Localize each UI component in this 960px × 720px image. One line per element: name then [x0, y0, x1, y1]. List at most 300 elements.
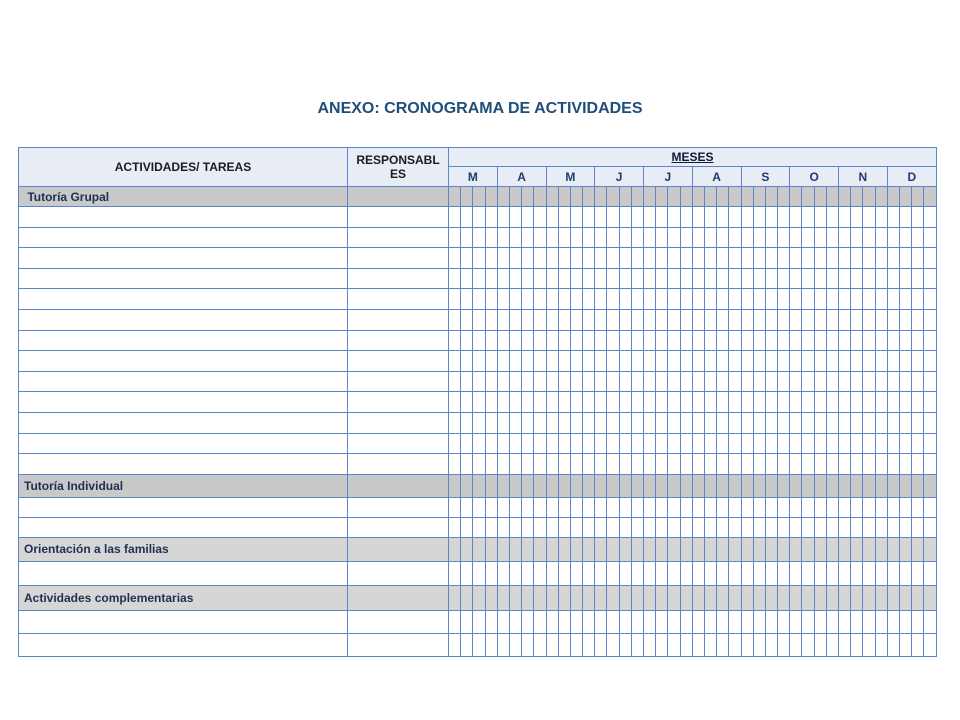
week-cell[interactable] [583, 187, 595, 207]
week-cell[interactable] [704, 610, 716, 633]
week-cell[interactable] [741, 517, 753, 537]
week-cell[interactable] [473, 633, 485, 656]
activity-cell[interactable] [19, 454, 348, 475]
week-cell[interactable] [692, 392, 704, 413]
week-cell[interactable] [607, 268, 619, 289]
week-cell[interactable] [692, 289, 704, 310]
week-cell[interactable] [546, 227, 558, 248]
week-cell[interactable] [839, 289, 851, 310]
week-cell[interactable] [485, 207, 497, 228]
week-cell[interactable] [790, 454, 802, 475]
week-cell[interactable] [546, 412, 558, 433]
activity-cell[interactable] [19, 392, 348, 413]
week-cell[interactable] [717, 474, 729, 497]
week-cell[interactable] [802, 517, 814, 537]
responsible-cell[interactable] [348, 433, 449, 454]
week-cell[interactable] [851, 371, 863, 392]
activity-cell[interactable] [19, 561, 348, 585]
week-cell[interactable] [534, 497, 546, 517]
week-cell[interactable] [802, 633, 814, 656]
week-cell[interactable] [826, 187, 838, 207]
week-cell[interactable] [461, 248, 473, 269]
week-cell[interactable] [522, 289, 534, 310]
week-cell[interactable] [717, 517, 729, 537]
week-cell[interactable] [899, 330, 911, 351]
week-cell[interactable] [680, 309, 692, 330]
week-cell[interactable] [899, 207, 911, 228]
week-cell[interactable] [522, 248, 534, 269]
week-cell[interactable] [802, 585, 814, 610]
week-cell[interactable] [570, 433, 582, 454]
week-cell[interactable] [887, 248, 899, 269]
week-cell[interactable] [558, 330, 570, 351]
week-cell[interactable] [631, 454, 643, 475]
week-cell[interactable] [509, 585, 521, 610]
week-cell[interactable] [753, 371, 765, 392]
week-cell[interactable] [509, 412, 521, 433]
week-cell[interactable] [570, 585, 582, 610]
week-cell[interactable] [778, 351, 790, 372]
week-cell[interactable] [899, 474, 911, 497]
responsible-cell[interactable] [348, 207, 449, 228]
week-cell[interactable] [692, 433, 704, 454]
week-cell[interactable] [570, 248, 582, 269]
week-cell[interactable] [863, 289, 875, 310]
week-cell[interactable] [765, 207, 777, 228]
week-cell[interactable] [485, 268, 497, 289]
week-cell[interactable] [570, 537, 582, 561]
week-cell[interactable] [656, 309, 668, 330]
week-cell[interactable] [790, 610, 802, 633]
week-cell[interactable] [534, 248, 546, 269]
week-cell[interactable] [509, 474, 521, 497]
week-cell[interactable] [644, 610, 656, 633]
week-cell[interactable] [680, 207, 692, 228]
week-cell[interactable] [631, 248, 643, 269]
responsible-cell[interactable] [348, 633, 449, 656]
week-cell[interactable] [899, 309, 911, 330]
week-cell[interactable] [802, 351, 814, 372]
week-cell[interactable] [814, 309, 826, 330]
week-cell[interactable] [546, 537, 558, 561]
week-cell[interactable] [449, 392, 461, 413]
week-cell[interactable] [887, 371, 899, 392]
week-cell[interactable] [509, 371, 521, 392]
week-cell[interactable] [887, 537, 899, 561]
week-cell[interactable] [753, 351, 765, 372]
week-cell[interactable] [899, 497, 911, 517]
week-cell[interactable] [887, 330, 899, 351]
week-cell[interactable] [753, 309, 765, 330]
week-cell[interactable] [497, 187, 509, 207]
week-cell[interactable] [924, 412, 937, 433]
week-cell[interactable] [899, 610, 911, 633]
week-cell[interactable] [826, 371, 838, 392]
week-cell[interactable] [839, 433, 851, 454]
week-cell[interactable] [790, 433, 802, 454]
week-cell[interactable] [668, 537, 680, 561]
activity-cell[interactable] [19, 433, 348, 454]
week-cell[interactable] [509, 433, 521, 454]
week-cell[interactable] [778, 392, 790, 413]
week-cell[interactable] [851, 392, 863, 413]
week-cell[interactable] [765, 497, 777, 517]
week-cell[interactable] [912, 268, 924, 289]
week-cell[interactable] [778, 474, 790, 497]
responsible-cell[interactable] [348, 474, 449, 497]
week-cell[interactable] [839, 371, 851, 392]
week-cell[interactable] [509, 309, 521, 330]
week-cell[interactable] [644, 207, 656, 228]
week-cell[interactable] [826, 433, 838, 454]
week-cell[interactable] [924, 392, 937, 413]
week-cell[interactable] [473, 330, 485, 351]
week-cell[interactable] [473, 309, 485, 330]
week-cell[interactable] [839, 517, 851, 537]
week-cell[interactable] [558, 585, 570, 610]
week-cell[interactable] [692, 330, 704, 351]
week-cell[interactable] [802, 561, 814, 585]
week-cell[interactable] [473, 454, 485, 475]
week-cell[interactable] [461, 309, 473, 330]
week-cell[interactable] [631, 268, 643, 289]
week-cell[interactable] [778, 371, 790, 392]
week-cell[interactable] [449, 248, 461, 269]
week-cell[interactable] [704, 474, 716, 497]
week-cell[interactable] [826, 454, 838, 475]
week-cell[interactable] [607, 433, 619, 454]
week-cell[interactable] [534, 517, 546, 537]
week-cell[interactable] [631, 585, 643, 610]
week-cell[interactable] [595, 517, 607, 537]
week-cell[interactable] [558, 207, 570, 228]
week-cell[interactable] [449, 371, 461, 392]
week-cell[interactable] [826, 351, 838, 372]
week-cell[interactable] [875, 537, 887, 561]
week-cell[interactable] [485, 610, 497, 633]
week-cell[interactable] [644, 433, 656, 454]
week-cell[interactable] [765, 633, 777, 656]
week-cell[interactable] [473, 497, 485, 517]
week-cell[interactable] [570, 392, 582, 413]
week-cell[interactable] [583, 517, 595, 537]
week-cell[interactable] [887, 309, 899, 330]
week-cell[interactable] [546, 561, 558, 585]
week-cell[interactable] [485, 474, 497, 497]
week-cell[interactable] [717, 392, 729, 413]
week-cell[interactable] [631, 289, 643, 310]
week-cell[interactable] [680, 497, 692, 517]
week-cell[interactable] [509, 227, 521, 248]
week-cell[interactable] [485, 585, 497, 610]
week-cell[interactable] [912, 351, 924, 372]
week-cell[interactable] [558, 289, 570, 310]
week-cell[interactable] [790, 412, 802, 433]
week-cell[interactable] [546, 585, 558, 610]
week-cell[interactable] [583, 497, 595, 517]
week-cell[interactable] [656, 585, 668, 610]
week-cell[interactable] [595, 248, 607, 269]
week-cell[interactable] [595, 585, 607, 610]
week-cell[interactable] [729, 330, 741, 351]
week-cell[interactable] [619, 371, 631, 392]
week-cell[interactable] [656, 454, 668, 475]
week-cell[interactable] [753, 517, 765, 537]
week-cell[interactable] [509, 392, 521, 413]
week-cell[interactable] [631, 227, 643, 248]
week-cell[interactable] [826, 392, 838, 413]
week-cell[interactable] [851, 517, 863, 537]
week-cell[interactable] [595, 454, 607, 475]
week-cell[interactable] [607, 517, 619, 537]
week-cell[interactable] [765, 517, 777, 537]
week-cell[interactable] [839, 187, 851, 207]
week-cell[interactable] [485, 497, 497, 517]
week-cell[interactable] [765, 474, 777, 497]
week-cell[interactable] [631, 433, 643, 454]
week-cell[interactable] [473, 537, 485, 561]
week-cell[interactable] [668, 330, 680, 351]
week-cell[interactable] [887, 474, 899, 497]
week-cell[interactable] [741, 433, 753, 454]
week-cell[interactable] [826, 633, 838, 656]
week-cell[interactable] [449, 227, 461, 248]
week-cell[interactable] [887, 610, 899, 633]
week-cell[interactable] [826, 289, 838, 310]
week-cell[interactable] [778, 454, 790, 475]
week-cell[interactable] [619, 561, 631, 585]
week-cell[interactable] [765, 537, 777, 561]
week-cell[interactable] [692, 561, 704, 585]
week-cell[interactable] [534, 289, 546, 310]
week-cell[interactable] [461, 517, 473, 537]
week-cell[interactable] [680, 187, 692, 207]
week-cell[interactable] [704, 633, 716, 656]
week-cell[interactable] [631, 351, 643, 372]
week-cell[interactable] [656, 330, 668, 351]
week-cell[interactable] [778, 330, 790, 351]
week-cell[interactable] [899, 585, 911, 610]
week-cell[interactable] [790, 227, 802, 248]
week-cell[interactable] [851, 412, 863, 433]
week-cell[interactable] [558, 351, 570, 372]
week-cell[interactable] [461, 371, 473, 392]
week-cell[interactable] [668, 309, 680, 330]
week-cell[interactable] [851, 537, 863, 561]
week-cell[interactable] [534, 433, 546, 454]
week-cell[interactable] [924, 227, 937, 248]
week-cell[interactable] [753, 289, 765, 310]
week-cell[interactable] [863, 309, 875, 330]
week-cell[interactable] [668, 474, 680, 497]
week-cell[interactable] [570, 497, 582, 517]
week-cell[interactable] [583, 392, 595, 413]
week-cell[interactable] [899, 412, 911, 433]
week-cell[interactable] [924, 633, 937, 656]
week-cell[interactable] [802, 268, 814, 289]
week-cell[interactable] [534, 207, 546, 228]
week-cell[interactable] [692, 537, 704, 561]
week-cell[interactable] [570, 610, 582, 633]
week-cell[interactable] [912, 610, 924, 633]
week-cell[interactable] [875, 289, 887, 310]
week-cell[interactable] [729, 309, 741, 330]
week-cell[interactable] [717, 289, 729, 310]
week-cell[interactable] [619, 497, 631, 517]
week-cell[interactable] [449, 454, 461, 475]
week-cell[interactable] [729, 517, 741, 537]
week-cell[interactable] [802, 187, 814, 207]
week-cell[interactable] [607, 371, 619, 392]
week-cell[interactable] [826, 227, 838, 248]
week-cell[interactable] [765, 585, 777, 610]
week-cell[interactable] [558, 309, 570, 330]
week-cell[interactable] [680, 268, 692, 289]
week-cell[interactable] [875, 309, 887, 330]
week-cell[interactable] [814, 454, 826, 475]
week-cell[interactable] [826, 497, 838, 517]
week-cell[interactable] [717, 248, 729, 269]
week-cell[interactable] [851, 454, 863, 475]
week-cell[interactable] [546, 497, 558, 517]
week-cell[interactable] [875, 248, 887, 269]
week-cell[interactable] [826, 207, 838, 228]
week-cell[interactable] [534, 474, 546, 497]
week-cell[interactable] [802, 497, 814, 517]
week-cell[interactable] [704, 289, 716, 310]
week-cell[interactable] [680, 561, 692, 585]
week-cell[interactable] [704, 227, 716, 248]
week-cell[interactable] [887, 289, 899, 310]
week-cell[interactable] [485, 392, 497, 413]
week-cell[interactable] [753, 610, 765, 633]
week-cell[interactable] [522, 474, 534, 497]
week-cell[interactable] [546, 207, 558, 228]
activity-cell[interactable] [19, 227, 348, 248]
week-cell[interactable] [851, 610, 863, 633]
week-cell[interactable] [765, 309, 777, 330]
week-cell[interactable] [522, 537, 534, 561]
week-cell[interactable] [778, 309, 790, 330]
week-cell[interactable] [644, 268, 656, 289]
week-cell[interactable] [473, 268, 485, 289]
week-cell[interactable] [741, 474, 753, 497]
week-cell[interactable] [729, 585, 741, 610]
week-cell[interactable] [546, 392, 558, 413]
week-cell[interactable] [790, 248, 802, 269]
activity-cell[interactable] [19, 289, 348, 310]
week-cell[interactable] [717, 187, 729, 207]
week-cell[interactable] [717, 610, 729, 633]
week-cell[interactable] [851, 309, 863, 330]
week-cell[interactable] [826, 309, 838, 330]
week-cell[interactable] [704, 392, 716, 413]
week-cell[interactable] [509, 561, 521, 585]
week-cell[interactable] [595, 371, 607, 392]
week-cell[interactable] [753, 187, 765, 207]
week-cell[interactable] [497, 227, 509, 248]
week-cell[interactable] [741, 412, 753, 433]
week-cell[interactable] [631, 537, 643, 561]
week-cell[interactable] [704, 585, 716, 610]
week-cell[interactable] [863, 633, 875, 656]
week-cell[interactable] [887, 497, 899, 517]
week-cell[interactable] [692, 187, 704, 207]
week-cell[interactable] [741, 633, 753, 656]
week-cell[interactable] [570, 351, 582, 372]
responsible-cell[interactable] [348, 289, 449, 310]
week-cell[interactable] [680, 392, 692, 413]
week-cell[interactable] [546, 187, 558, 207]
week-cell[interactable] [473, 433, 485, 454]
week-cell[interactable] [692, 227, 704, 248]
week-cell[interactable] [814, 497, 826, 517]
week-cell[interactable] [717, 433, 729, 454]
week-cell[interactable] [729, 227, 741, 248]
week-cell[interactable] [717, 207, 729, 228]
week-cell[interactable] [912, 433, 924, 454]
week-cell[interactable] [644, 412, 656, 433]
week-cell[interactable] [644, 633, 656, 656]
week-cell[interactable] [497, 412, 509, 433]
week-cell[interactable] [522, 585, 534, 610]
week-cell[interactable] [912, 497, 924, 517]
week-cell[interactable] [729, 289, 741, 310]
week-cell[interactable] [546, 268, 558, 289]
activity-cell[interactable] [19, 309, 348, 330]
week-cell[interactable] [668, 371, 680, 392]
activity-cell[interactable] [19, 517, 348, 537]
week-cell[interactable] [619, 248, 631, 269]
week-cell[interactable] [534, 227, 546, 248]
week-cell[interactable] [680, 474, 692, 497]
week-cell[interactable] [497, 248, 509, 269]
week-cell[interactable] [668, 187, 680, 207]
week-cell[interactable] [899, 268, 911, 289]
week-cell[interactable] [717, 351, 729, 372]
week-cell[interactable] [826, 610, 838, 633]
week-cell[interactable] [595, 497, 607, 517]
week-cell[interactable] [753, 585, 765, 610]
week-cell[interactable] [839, 454, 851, 475]
week-cell[interactable] [583, 351, 595, 372]
week-cell[interactable] [875, 474, 887, 497]
week-cell[interactable] [473, 207, 485, 228]
week-cell[interactable] [473, 371, 485, 392]
week-cell[interactable] [899, 248, 911, 269]
week-cell[interactable] [558, 392, 570, 413]
week-cell[interactable] [717, 330, 729, 351]
week-cell[interactable] [449, 351, 461, 372]
week-cell[interactable] [619, 585, 631, 610]
week-cell[interactable] [826, 268, 838, 289]
week-cell[interactable] [607, 537, 619, 561]
week-cell[interactable] [704, 454, 716, 475]
week-cell[interactable] [717, 268, 729, 289]
week-cell[interactable] [790, 330, 802, 351]
week-cell[interactable] [656, 227, 668, 248]
week-cell[interactable] [790, 289, 802, 310]
week-cell[interactable] [875, 497, 887, 517]
week-cell[interactable] [875, 371, 887, 392]
week-cell[interactable] [558, 227, 570, 248]
week-cell[interactable] [924, 268, 937, 289]
week-cell[interactable] [704, 371, 716, 392]
week-cell[interactable] [644, 392, 656, 413]
week-cell[interactable] [887, 561, 899, 585]
week-cell[interactable] [473, 474, 485, 497]
week-cell[interactable] [814, 561, 826, 585]
